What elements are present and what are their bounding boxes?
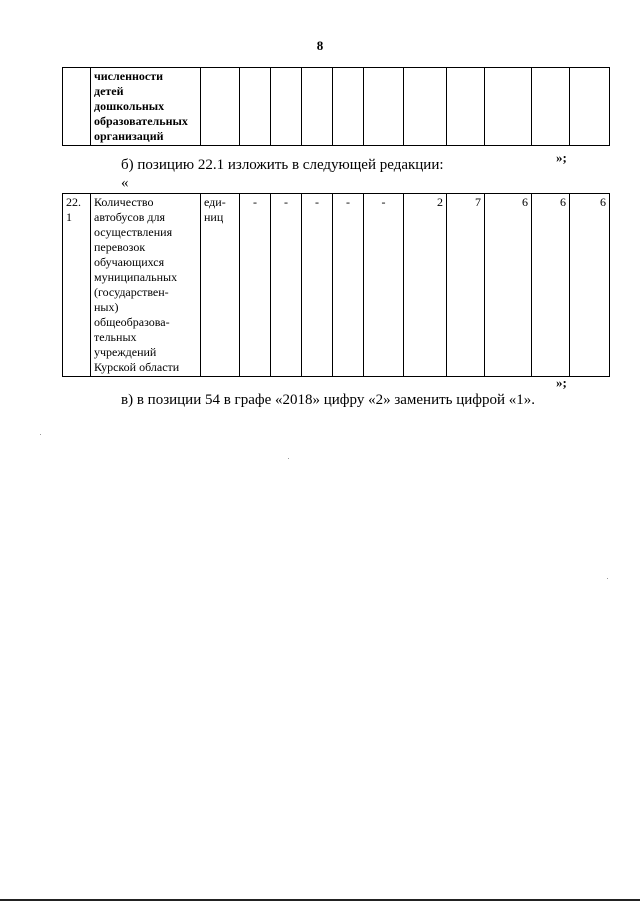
- row-number-cell: [63, 68, 91, 146]
- page-number: 8: [316, 38, 324, 53]
- paragraph-b: б) позицию 22.1 изложить в следующей редакции:: [121, 157, 444, 173]
- indicator-line: осуществления: [94, 225, 173, 239]
- row-number-cell: 22. 1: [63, 194, 91, 377]
- value-cell: -: [302, 194, 333, 377]
- indicator-line: детей: [94, 84, 124, 98]
- closing-quote: »;: [556, 150, 567, 165]
- table-row: [63, 68, 610, 146]
- indicator-line: численности: [94, 69, 164, 83]
- scan-speck: [288, 458, 289, 459]
- value-cell: [240, 68, 271, 146]
- indicator-line: учреждений: [94, 345, 157, 359]
- table-position-22-1: [62, 193, 610, 377]
- opening-quote: «: [121, 175, 129, 191]
- table-fragment-top: [62, 67, 610, 146]
- indicator-line: организаций: [94, 129, 164, 143]
- indicator-line: муниципальных: [94, 270, 178, 284]
- value-cell: [201, 68, 240, 146]
- value-cell: [302, 68, 333, 146]
- indicator-line: автобусов для: [94, 210, 166, 224]
- value-cell: -: [240, 194, 271, 377]
- indicator-line: ных): [94, 300, 119, 314]
- closing-quote: »;: [556, 375, 567, 390]
- table-row: [63, 194, 610, 377]
- value-cell: [532, 68, 570, 146]
- unit-cell: еди- ниц: [201, 194, 240, 377]
- value-cell: [364, 68, 404, 146]
- value-cell: [404, 68, 447, 146]
- value-cell: 7: [447, 194, 485, 377]
- value-cell: -: [333, 194, 364, 377]
- indicator-line: общеобразова-: [94, 315, 170, 329]
- scan-speck: [607, 578, 608, 579]
- value-cell: [333, 68, 364, 146]
- value-cell: [271, 68, 302, 146]
- indicator-cell: [91, 68, 201, 146]
- value-cell: [570, 68, 610, 146]
- indicator-line: дошкольных: [94, 99, 165, 113]
- paragraph-v: в) в позиции 54 в графе «2018» цифру «2» заменить цифрой «1».: [121, 392, 536, 408]
- indicator-line: обучающихся: [94, 255, 165, 269]
- value-cell: -: [364, 194, 404, 377]
- value-cell: 6: [570, 194, 610, 377]
- indicator-line: образовательных: [94, 114, 188, 128]
- value-cell: 6: [485, 194, 532, 377]
- value-cell: 6: [532, 194, 570, 377]
- indicator-cell: [91, 194, 201, 377]
- value-cell: -: [271, 194, 302, 377]
- indicator-line: перевозок: [94, 240, 146, 254]
- indicator-line: Количество: [94, 195, 154, 209]
- indicator-line: тельных: [94, 330, 137, 344]
- scan-speck: [40, 434, 41, 435]
- page-bottom-rule: [0, 899, 640, 901]
- value-cell: 2: [404, 194, 447, 377]
- value-cell: [447, 68, 485, 146]
- indicator-line: Курской области: [94, 360, 180, 374]
- indicator-line: (государствен-: [94, 285, 169, 299]
- value-cell: [485, 68, 532, 146]
